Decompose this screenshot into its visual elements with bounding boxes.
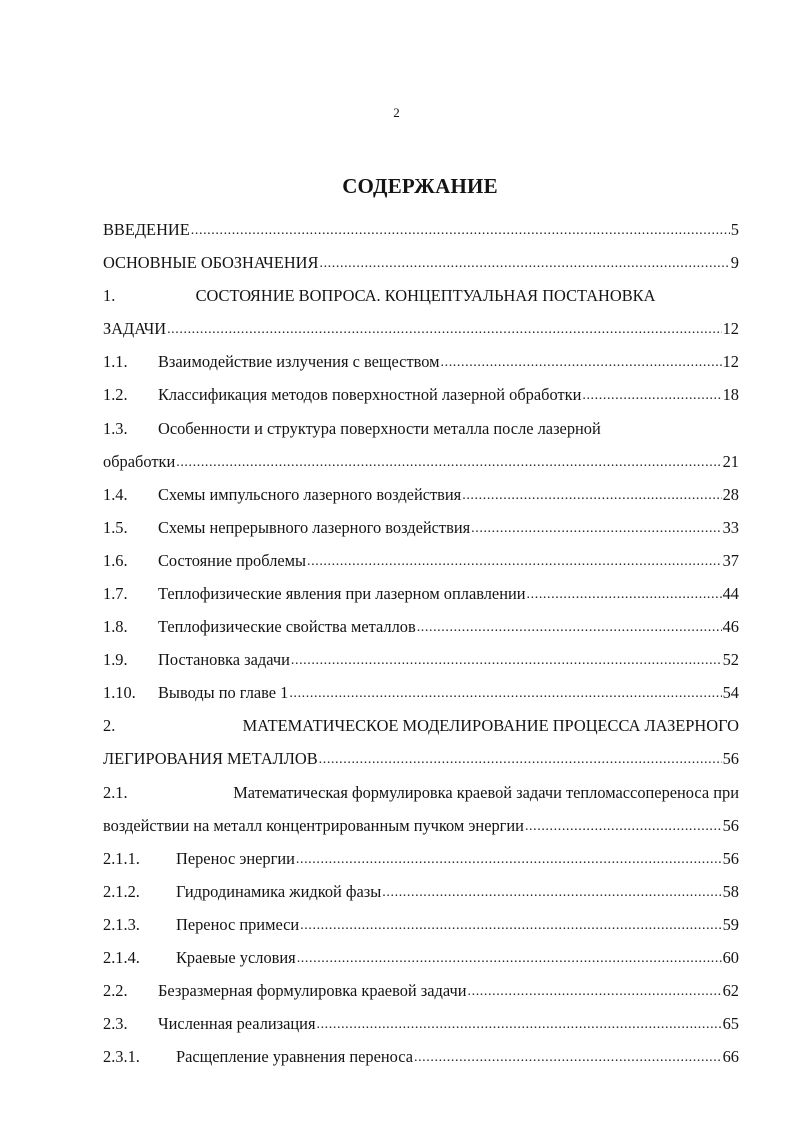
toc-entry-text: Классификация методов поверхностной лазерной обработки xyxy=(158,385,582,404)
toc-entry-2-1-1 xyxy=(103,849,739,871)
toc-entry-number: 2.1.2. xyxy=(103,882,140,901)
toc-entry-page: 44 xyxy=(722,584,739,603)
dot-leader xyxy=(441,351,722,371)
toc-entry-2-1-2 xyxy=(103,882,739,904)
toc-entry-1-10 xyxy=(103,683,739,705)
table-of-contents xyxy=(103,0,739,1122)
toc-entry-number: 1. xyxy=(103,286,116,305)
toc-entry-number: 1.2. xyxy=(103,385,128,404)
toc-entry-1-6 xyxy=(103,551,739,573)
toc-entry-page: 5 xyxy=(730,220,739,239)
toc-entry-chapter-2-line2 xyxy=(103,749,739,771)
toc-entry-chapter-1-line1 xyxy=(103,286,739,308)
toc-entry-text: Краевые условия xyxy=(176,948,296,967)
toc-entry-text: Гидродинамика жидкой фазы xyxy=(176,882,382,901)
toc-entry-chapter-1-line2 xyxy=(103,319,739,341)
toc-entry-page: 65 xyxy=(722,1014,739,1033)
dot-leader xyxy=(382,881,721,901)
dot-leader xyxy=(316,1013,721,1033)
toc-entry-text: Теплофизические свойства металлов xyxy=(158,617,416,636)
toc-entry-number: 2.3. xyxy=(103,1014,128,1033)
toc-entry-text: Особенности и структура поверхности металла после лазерной xyxy=(158,419,601,438)
toc-entry-number: 1.1. xyxy=(103,352,128,371)
toc-entry-1-2 xyxy=(103,385,739,407)
toc-entry-2-1-line1 xyxy=(103,783,739,805)
dot-leader xyxy=(307,550,722,570)
toc-entry-1-3-line1 xyxy=(103,419,739,441)
toc-entry-page: 56 xyxy=(722,816,739,835)
toc-entry-text: СОСТОЯНИЕ ВОПРОСА. КОНЦЕПТУАЛЬНАЯ ПОСТАНОВКА xyxy=(195,286,656,305)
toc-entry-page: 28 xyxy=(722,485,739,504)
dot-leader xyxy=(468,980,722,1000)
dot-leader xyxy=(527,583,722,603)
dot-leader xyxy=(582,384,721,404)
toc-entry-page: 60 xyxy=(722,948,739,967)
toc-entry-text: ЗАДАЧИ xyxy=(103,319,167,338)
toc-entry-text: Схемы импульсного лазерного воздействия xyxy=(158,485,462,504)
dot-leader xyxy=(319,748,722,768)
dot-leader xyxy=(525,815,722,835)
toc-entry-page: 56 xyxy=(722,749,739,768)
toc-entry-2-2 xyxy=(103,981,739,1003)
toc-entry-page: 66 xyxy=(722,1047,739,1066)
dot-leader xyxy=(414,1046,722,1066)
toc-entry-number: 2. xyxy=(103,716,116,735)
toc-entry-page: 33 xyxy=(722,518,739,537)
toc-entry-number: 1.6. xyxy=(103,551,128,570)
toc-entry-1-3-line2 xyxy=(103,452,739,474)
toc-entry-page: 59 xyxy=(722,915,739,934)
toc-entry-text: МАТЕМАТИЧЕСКОЕ МОДЕЛИРОВАНИЕ ПРОЦЕССА ЛАЗЕРНОГО xyxy=(242,716,739,735)
toc-entry-text: ЛЕГИРОВАНИЯ МЕТАЛЛОВ xyxy=(103,749,318,768)
toc-entry-2-3 xyxy=(103,1014,739,1036)
dot-leader xyxy=(300,914,721,934)
toc-entry-text: Перенос энергии xyxy=(176,849,295,868)
toc-entry-number: 1.9. xyxy=(103,650,128,669)
toc-entry-text: Теплофизические явления при лазерном оплавлении xyxy=(158,584,526,603)
toc-entry-1-5 xyxy=(103,518,739,540)
toc-entry-text: Взаимодействие излучения с веществом xyxy=(158,352,440,371)
toc-entry-text: обработки xyxy=(103,452,176,471)
toc-entry-page: 12 xyxy=(722,319,739,338)
toc-entry-2-1-3 xyxy=(103,915,739,937)
dot-leader xyxy=(291,649,722,669)
toc-entry-page: 56 xyxy=(722,849,739,868)
toc-entry-text: Безразмерная формулировка краевой задачи xyxy=(158,981,467,1000)
toc-entry-text: Схемы непрерывного лазерного воздействия xyxy=(158,518,471,537)
toc-entry-2-1-4 xyxy=(103,948,739,970)
toc-entry-page: 9 xyxy=(730,253,739,272)
toc-entry-2-3-1 xyxy=(103,1047,739,1069)
toc-entry-1-8 xyxy=(103,617,739,639)
toc-entry-text: Постановка задачи xyxy=(158,650,290,669)
toc-entry-text: Математическая формулировка краевой задачи тепломассопереноса при xyxy=(233,783,739,802)
toc-entry-number: 1.5. xyxy=(103,518,128,537)
toc-entry-2-1-line2 xyxy=(103,816,739,838)
toc-entry-number: 1.4. xyxy=(103,485,128,504)
toc-entry-number: 2.1.4. xyxy=(103,948,140,967)
toc-title: СОДЕРЖАНИЕ xyxy=(342,174,498,198)
toc-entry-1-4 xyxy=(103,485,739,507)
toc-entry-number: 2.3.1. xyxy=(103,1047,140,1066)
toc-entry-page: 18 xyxy=(722,385,739,404)
toc-entry-page: 52 xyxy=(722,650,739,669)
toc-entry-page: 12 xyxy=(722,352,739,371)
dot-leader xyxy=(462,484,721,504)
dot-leader xyxy=(167,318,722,338)
toc-entry-text: ОСНОВНЫЕ ОБОЗНАЧЕНИЯ xyxy=(103,253,319,272)
toc-entry-page: 21 xyxy=(722,452,739,471)
toc-entry-page: 62 xyxy=(722,981,739,1000)
page-number: 2 xyxy=(393,105,400,120)
toc-entry-number: 2.1.3. xyxy=(103,915,140,934)
toc-entry-chapter-2-line1 xyxy=(103,716,739,738)
dot-leader xyxy=(176,451,721,471)
dot-leader xyxy=(417,616,722,636)
dot-leader xyxy=(297,947,722,967)
toc-entry-number: 1.8. xyxy=(103,617,128,636)
toc-entry-page: 58 xyxy=(722,882,739,901)
dot-leader xyxy=(296,848,722,868)
toc-entry-text: Выводы по главе 1 xyxy=(158,683,289,702)
toc-entry-number: 1.3. xyxy=(103,419,128,438)
dot-leader xyxy=(471,517,721,537)
toc-entry-text: ВВЕДЕНИЕ xyxy=(103,220,190,239)
toc-entry-page: 46 xyxy=(722,617,739,636)
dot-leader xyxy=(191,219,730,239)
dot-leader xyxy=(319,252,729,272)
dot-leader xyxy=(289,682,721,702)
toc-entry-notation xyxy=(103,253,739,275)
toc-entry-page: 54 xyxy=(722,683,739,702)
toc-entry-text: воздействии на металл концентрированным пучком энергии xyxy=(103,816,524,835)
toc-entry-number: 2.2. xyxy=(103,981,128,1000)
toc-entry-page: 37 xyxy=(722,551,739,570)
toc-entry-text: Численная реализация xyxy=(158,1014,316,1033)
toc-entry-introduction xyxy=(103,220,739,242)
toc-entry-number: 1.7. xyxy=(103,584,128,603)
toc-entry-number: 1.10. xyxy=(103,683,136,702)
toc-entry-text: Состояние проблемы xyxy=(158,551,307,570)
toc-entry-number: 2.1. xyxy=(103,783,128,802)
toc-entry-text: Расщепление уравнения переноса xyxy=(176,1047,413,1066)
toc-entry-1-1 xyxy=(103,352,739,374)
toc-entry-1-7 xyxy=(103,584,739,606)
toc-entry-1-9 xyxy=(103,650,739,672)
toc-entry-text: Перенос примеси xyxy=(176,915,300,934)
toc-entry-number: 2.1.1. xyxy=(103,849,140,868)
